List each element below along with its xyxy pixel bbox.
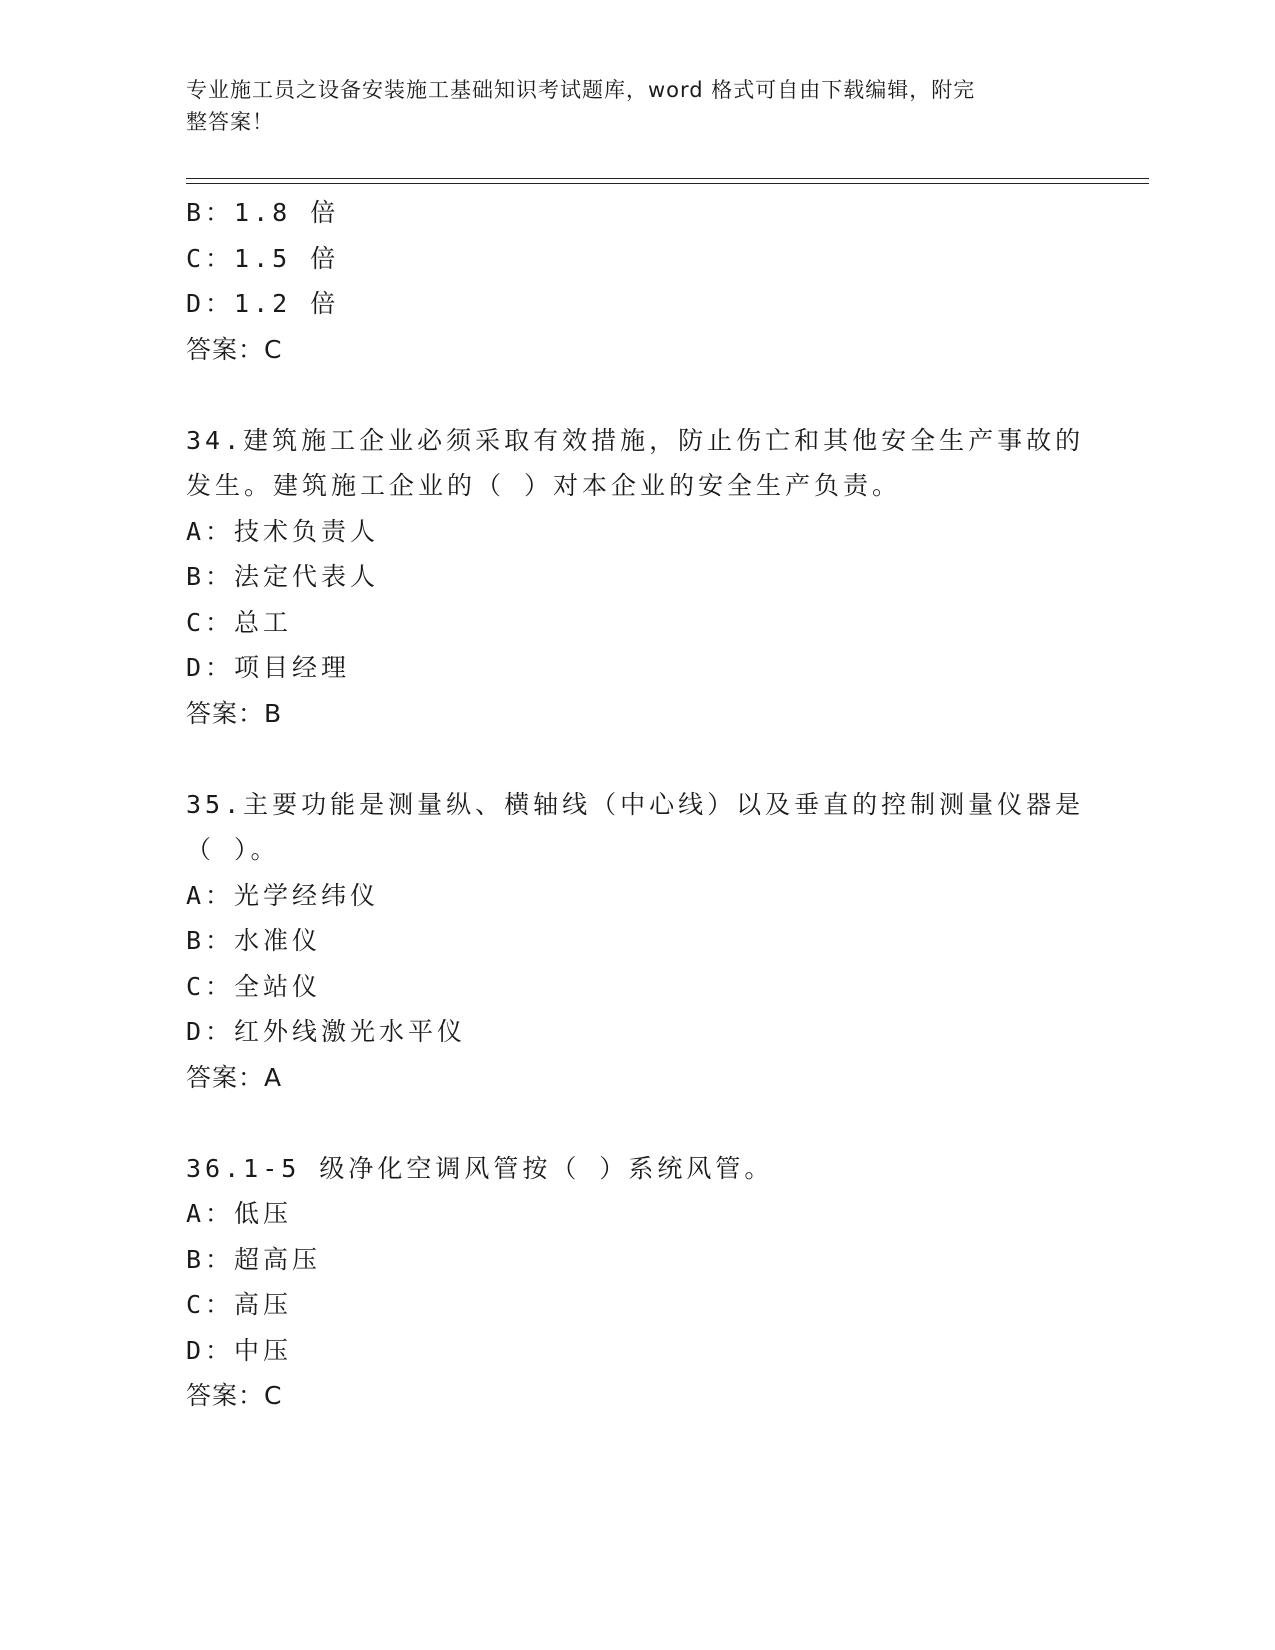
option-c: C：全站仪 (186, 971, 322, 1001)
question-34 (186, 418, 1086, 737)
question-stem-line: 发生。建筑施工企业的（ ）对本企业的安全生产负责。 (186, 471, 902, 500)
option-a: A：光学经纬仪 (186, 880, 380, 910)
option-c: C：高压 (186, 1290, 293, 1319)
answer-line: 答案：A (186, 1062, 283, 1092)
question-stem-line: （ ）。 (186, 835, 280, 864)
option-b: B：法定代表人 (186, 562, 380, 591)
option-d: D：中压 (186, 1335, 293, 1365)
option-b: B：1.8 倍 (186, 198, 340, 227)
answer-line: 答案：C (186, 334, 283, 364)
option-d: D：红外线激光水平仪 (186, 1017, 467, 1046)
document-header (186, 74, 1066, 138)
option-a: A：技术负责人 (186, 516, 380, 546)
option-c: C：总工 (186, 607, 293, 637)
question-stem-line: 34.建筑施工企业必须采取有效措施，防止伤亡和其他安全生产事故的 (186, 425, 1085, 455)
option-d: D：1.2 倍 (186, 289, 340, 318)
spacer (186, 1100, 1086, 1146)
header-divider-bottom (186, 183, 1149, 184)
question-35 (186, 782, 1086, 1101)
option-b: B：水准仪 (186, 926, 322, 955)
option-a: A：低压 (186, 1199, 293, 1228)
answer-line: 答案：C (186, 1381, 283, 1410)
option-c: C：1.5 倍 (186, 243, 340, 273)
header-line-2: 整答案！ (186, 110, 274, 134)
question-list (186, 190, 1086, 1419)
option-d: D：项目经理 (186, 653, 351, 682)
question-36 (186, 1146, 1086, 1419)
header-divider-top (186, 178, 1149, 179)
header-line-1: 专业施工员之设备安装施工基础知识考试题库，word 格式可自由下载编辑，附完 (186, 78, 976, 102)
answer-line: 答案：B (186, 698, 283, 728)
question-stem-line: 36.1-5 级净化空调风管按（ ）系统风管。 (186, 1153, 774, 1183)
spacer (186, 372, 1086, 418)
option-b: B：超高压 (186, 1244, 322, 1274)
question-stem-line: 35.主要功能是测量纵、横轴线（中心线）以及垂直的控制测量仪器是 (186, 789, 1085, 819)
spacer (186, 736, 1086, 782)
prev-question-block (186, 190, 1086, 372)
